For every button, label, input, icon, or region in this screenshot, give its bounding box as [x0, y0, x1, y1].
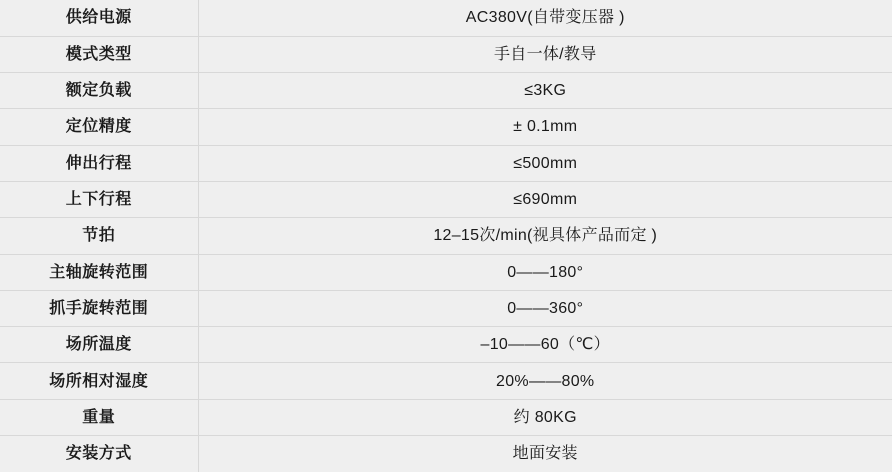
spec-label: 安装方式 — [0, 436, 198, 472]
spec-value: 12–15次/min(视具体产品而定 ) — [198, 218, 892, 254]
spec-value: –10——60（℃） — [198, 327, 892, 363]
spec-value: ≤690mm — [198, 181, 892, 217]
spec-label: 场所温度 — [0, 327, 198, 363]
spec-label: 抓手旋转范围 — [0, 290, 198, 326]
table-row — [0, 0, 892, 36]
spec-value: ± 0.1mm — [198, 109, 892, 145]
spec-value: 0——360° — [198, 290, 892, 326]
spec-label: 额定负载 — [0, 73, 198, 109]
table-row — [0, 218, 892, 254]
spec-value: 20%——80% — [198, 363, 892, 399]
table-row — [0, 181, 892, 217]
spec-label: 上下行程 — [0, 181, 198, 217]
table-row — [0, 254, 892, 290]
spec-label: 主轴旋转范围 — [0, 254, 198, 290]
spec-label: 伸出行程 — [0, 145, 198, 181]
spec-value: AC380V(自带变压器 ) — [198, 0, 892, 36]
spec-label: 定位精度 — [0, 109, 198, 145]
table-row — [0, 109, 892, 145]
spec-value: 约 80KG — [198, 399, 892, 435]
spec-label: 模式类型 — [0, 36, 198, 72]
spec-label: 重量 — [0, 399, 198, 435]
table-row — [0, 399, 892, 435]
table-row — [0, 363, 892, 399]
table-row — [0, 290, 892, 326]
spec-value: 0——180° — [198, 254, 892, 290]
table-row — [0, 73, 892, 109]
spec-value: ≤500mm — [198, 145, 892, 181]
spec-label: 供给电源 — [0, 0, 198, 36]
table-row — [0, 327, 892, 363]
spec-label: 节拍 — [0, 218, 198, 254]
spec-value: 地面安装 — [198, 436, 892, 472]
table-row — [0, 145, 892, 181]
spec-value: 手自一体/教导 — [198, 36, 892, 72]
table-row — [0, 36, 892, 72]
spec-label: 场所相对湿度 — [0, 363, 198, 399]
spec-value: ≤3KG — [198, 73, 892, 109]
table-row — [0, 436, 892, 472]
